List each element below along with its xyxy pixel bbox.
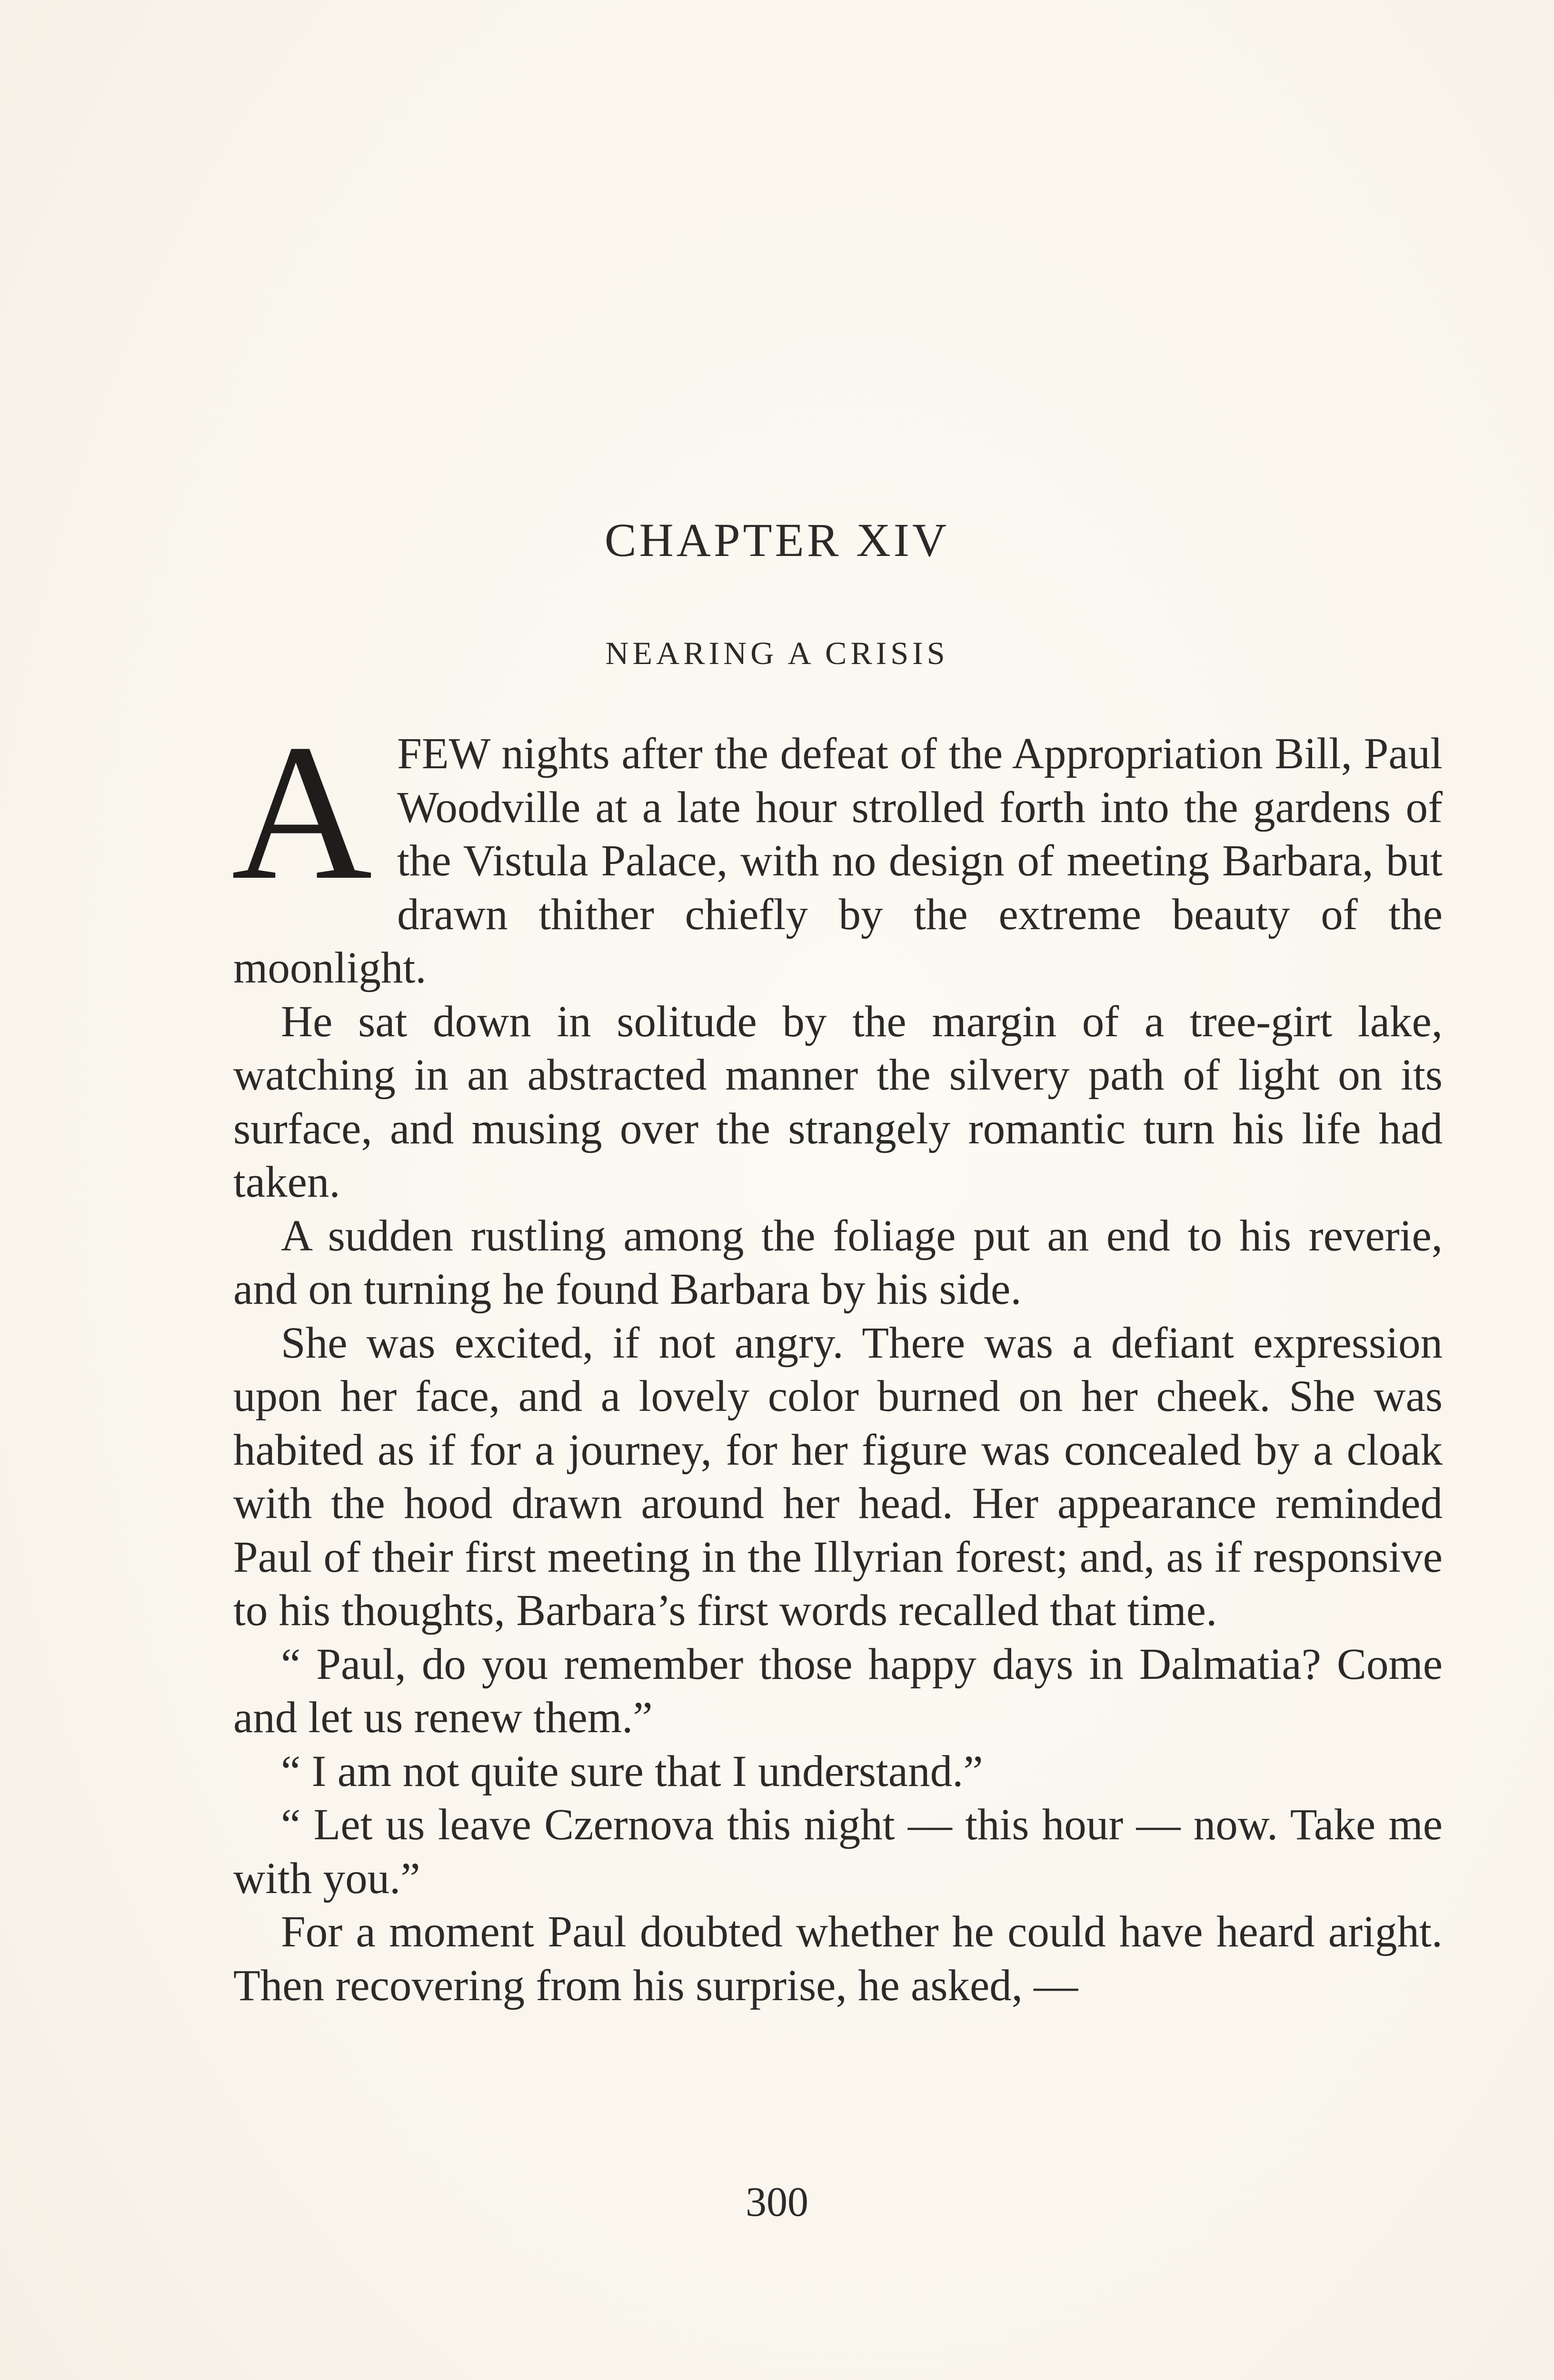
chapter-subtitle: NEARING A CRISIS <box>605 635 949 671</box>
dialogue-paragraph: “ I am not quite sure that I understand.” <box>281 1746 983 1796</box>
chapter-text <box>231 704 1443 2013</box>
paragraph: For a moment Paul doubted whether he could have heard aright. Then recovering from his surprise, he asked, — <box>233 1907 1443 2010</box>
chapter-title: CHAPTER XIV <box>604 514 950 566</box>
paragraph: He sat down in solitude by the margin of a tree-girt lake, watching in an abstracted manner the silvery path of light on its surface, and musing over the strangely romantic turn his life had taken. <box>233 997 1443 1207</box>
dialogue-paragraph: “ Let us leave Czernova this night — this hour — now. Take me with you.” <box>233 1800 1443 1903</box>
paragraph: A sudden rustling among the foliage put an end to his reverie, and on turning he found Barbara by his side. <box>233 1211 1443 1314</box>
paragraph: She was excited, if not angry. There was a defiant expression upon her face, and a lovely color burned on her cheek. She was habited as if for a journey, for her figure was concealed by a cloak with the hood drawn around her head. Her appearance reminded Paul of their first meeting in the Illyrian forest; and, as if responsive to his thoughts, Barbara’s first words recalled that time. <box>233 1318 1443 1635</box>
paragraph <box>231 704 1443 995</box>
drop-cap: A <box>231 704 373 920</box>
paragraph-text: FEW nights after the defeat of the Appropriation Bill, Paul Woodville at a late hour strolled forth into the gardens of the Vistula Palace, with no design of meeting Barbara, but drawn thither chiefly by the extreme beauty of the moonlight. <box>233 729 1443 992</box>
page-number: 300 <box>746 2179 808 2225</box>
dialogue-paragraph: “ Paul, do you remember those happy days in Dalmatia? Come and let us renew them.” <box>233 1639 1443 1742</box>
